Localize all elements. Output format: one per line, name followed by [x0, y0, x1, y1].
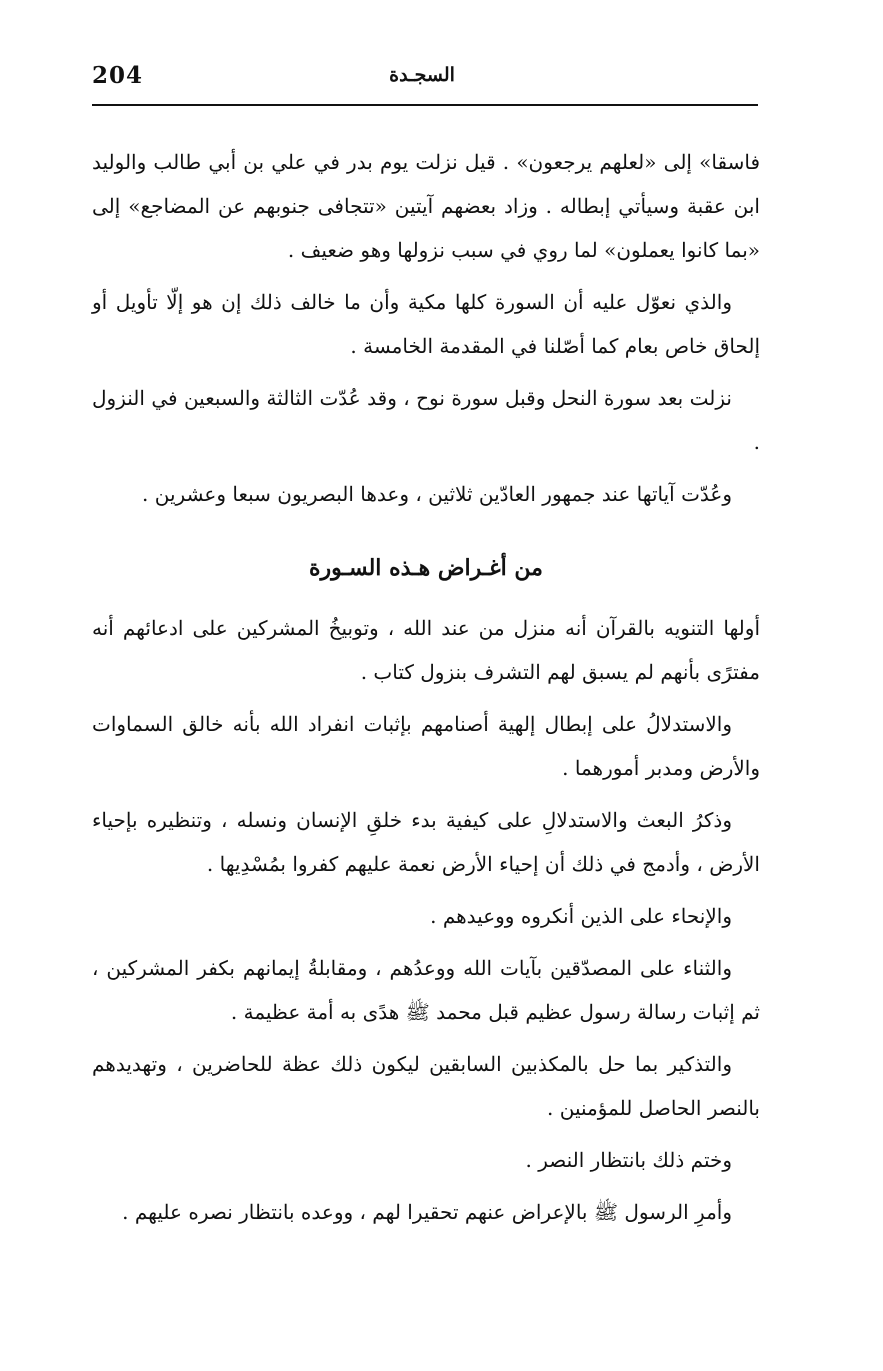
intro-paragraph-4: وعُدّت آياتها عند جمهور العادّين ثلاثين ، وعدها البصريون سبعا وعشرين . [142, 482, 732, 506]
page-number: 204 [92, 62, 144, 89]
section-paragraph-6: والتذكير بما حل بالمكذبين السابقين ليكون ذلك عظة للحاضرين ، وتهديدهم بالنصر الحاصل للمؤمنين . [92, 1052, 760, 1120]
section-heading: من أغـراض هـذه السـورة [309, 555, 543, 581]
section-paragraph-4: والإنحاء على الذين أنكروه ووعيدهم . [430, 904, 732, 928]
section-paragraph-3: وذكرُ البعث والاستدلالِ على كيفية بدء خلقِ الإنسان ونسله ، وتنظيره بإحياء الأرض ، وأدمج في ذلك أن إحياء الأرض نعمة عليهم كفروا بمُسْدِيها . [92, 808, 760, 876]
section-paragraph-8: وأمرِ الرسول ﷺ بالإعراض عنهم تحقيرا لهم ، ووعده بانتظار نصره عليهم . [122, 1200, 732, 1224]
intro-paragraph-3: نزلت بعد سورة النحل وقبل سورة نوح ، وقد عُدّت الثالثة والسبعين في النزول . [92, 386, 760, 454]
section-paragraph-5: والثناء على المصدّقين بآيات الله ووعدُهم ، ومقابلةُ إيمانهم بكفر المشركين ، ثم إثبات رسالة رسول عظيم قبل محمد ﷺ هدًى به أمة عظيمة . [92, 956, 760, 1024]
page-body [92, 140, 760, 1242]
section-paragraph-1: أولها التنويه بالقرآن أنه منزل من عند الله ، وتوبيخُ المشركين على ادعائهم أنه مفترًى بأنهم لم يسبق لهم التشرف بنزول كتاب . [92, 616, 760, 684]
section-paragraph-7: وختم ذلك بانتظار النصر . [525, 1148, 732, 1172]
header-rule [92, 104, 758, 106]
intro-paragraph-1: فاسقا» إلى «لعلهم يرجعون» . قيل نزلت يوم بدر في علي بن أبي طالب والوليد ابن عقبة وسيأتي إبطاله . وزاد بعضهم آيتين «تتجافى جنوبهم عن المضاجع» إلى «بما كانوا يعملون» لما روي في سبب نزولها وهو ضعيف . [92, 150, 760, 262]
section-paragraph-2: والاستدلالُ على إبطال إلهية أصنامهم بإثبات انفراد الله بأنه خالق السماوات والأرض ومدبر أمورهما . [92, 712, 760, 780]
intro-paragraph-2: والذي نعوّل عليه أن السورة كلها مكية وأن ما خالف ذلك إن هو إلّا تأويل أو إلحاق خاص بعام كما أصّلنا في المقدمة الخامسة . [92, 290, 760, 358]
running-title: السجـدة [389, 64, 455, 86]
page-header [92, 62, 758, 96]
